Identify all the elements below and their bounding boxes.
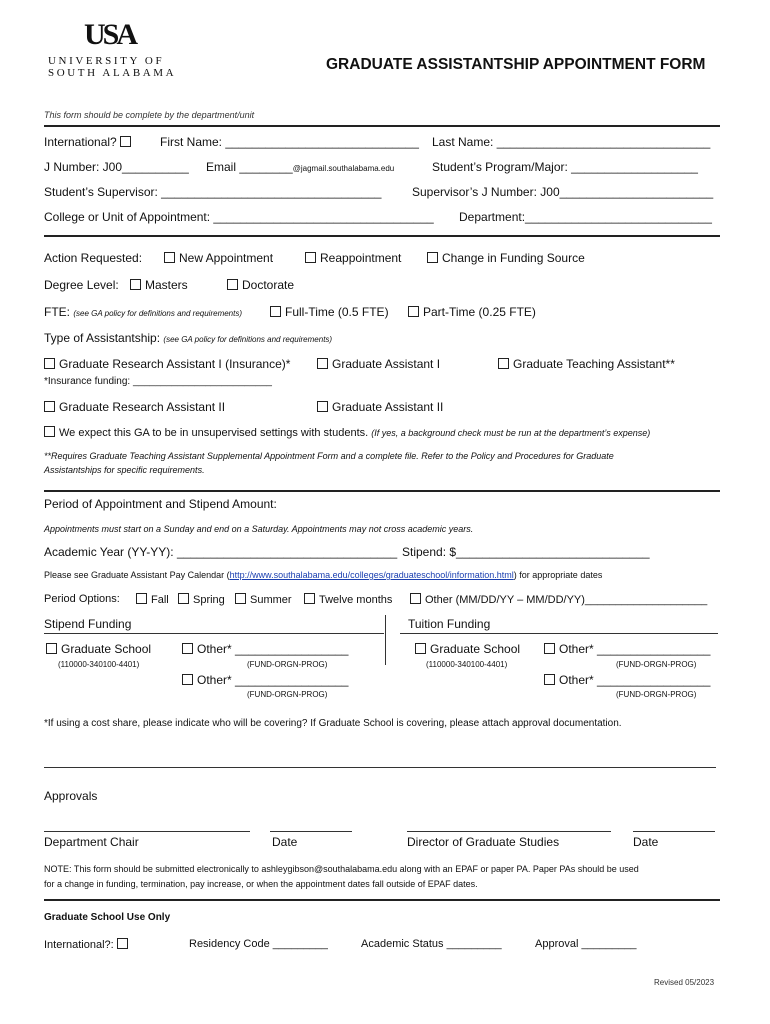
checkbox[interactable] bbox=[544, 643, 555, 654]
checkbox[interactable] bbox=[117, 938, 128, 949]
director-label: Director of Graduate Studies bbox=[407, 835, 560, 849]
checkbox[interactable] bbox=[164, 252, 175, 263]
checkbox[interactable] bbox=[270, 306, 281, 317]
stipend-other-field-1[interactable]: Other* _________________ bbox=[182, 642, 348, 656]
gs-use-heading: Graduate School Use Only bbox=[44, 912, 171, 923]
logo-line-1: UNIVERSITY OF bbox=[48, 55, 165, 67]
summer-option[interactable]: Summer bbox=[235, 593, 292, 606]
checkbox[interactable] bbox=[317, 358, 328, 369]
checkbox[interactable] bbox=[305, 252, 316, 263]
gta-note-2: Assistantships for specific requirements. bbox=[44, 465, 205, 475]
signature-line[interactable] bbox=[44, 831, 250, 832]
gta-option[interactable]: Graduate Teaching Assistant** bbox=[498, 357, 675, 371]
checkbox[interactable] bbox=[498, 358, 509, 369]
stipend-funding-heading: Stipend Funding bbox=[44, 617, 132, 631]
logo-mark: USA bbox=[84, 18, 136, 51]
supervisor-field[interactable]: Student’s Supervisor: _________________________________ bbox=[44, 185, 382, 199]
column-divider bbox=[385, 615, 386, 665]
department-chair-label: Department Chair bbox=[44, 835, 139, 849]
logo-line-2: SOUTH ALABAMA bbox=[48, 67, 177, 79]
tuition-other-field-2[interactable]: Other* _________________ bbox=[544, 673, 710, 687]
checkbox[interactable] bbox=[415, 643, 426, 654]
divider bbox=[44, 490, 720, 492]
new-appointment-option[interactable]: New Appointment bbox=[164, 251, 273, 265]
gra1-option[interactable]: Graduate Research Assistant I (Insurance)* bbox=[44, 357, 290, 371]
stipend-grad-code: (110000-340100-4401) bbox=[58, 660, 140, 669]
divider bbox=[44, 235, 720, 237]
checkbox[interactable] bbox=[130, 279, 141, 290]
unsupervised-option[interactable]: We expect this GA to be in unsupervised settings with students. (If yes, a background check must be run at the department’s expense) bbox=[44, 426, 650, 439]
revised-date: Revised 05/2023 bbox=[654, 978, 715, 987]
checkbox[interactable] bbox=[182, 643, 193, 654]
divider bbox=[44, 125, 720, 127]
divider bbox=[44, 899, 720, 901]
tuition-other-field-1[interactable]: Other* _________________ bbox=[544, 642, 710, 656]
checkbox[interactable] bbox=[304, 593, 315, 604]
checkbox[interactable] bbox=[136, 593, 147, 604]
stipend-other-field-2[interactable]: Other* _________________ bbox=[182, 673, 348, 687]
full-time-option[interactable]: Full-Time (0.5 FTE) bbox=[270, 305, 389, 319]
checkbox[interactable] bbox=[44, 401, 55, 412]
international-field[interactable]: International? bbox=[44, 135, 135, 149]
date-label: Date bbox=[633, 835, 659, 849]
email-domain: @jagmail.southalabama.edu bbox=[292, 164, 395, 173]
international-checkbox[interactable] bbox=[120, 136, 131, 147]
academic-year-field[interactable]: Academic Year (YY-YY): _________________________________ bbox=[44, 545, 398, 559]
checkbox[interactable] bbox=[44, 358, 55, 369]
checkbox[interactable] bbox=[227, 279, 238, 290]
date-label: Date bbox=[272, 835, 298, 849]
approvals-heading: Approvals bbox=[44, 789, 98, 803]
college-field[interactable]: College or Unit of Appointment: _________________________________ bbox=[44, 210, 434, 224]
checkbox[interactable] bbox=[427, 252, 438, 263]
first-name-field[interactable]: First Name: _____________________________ bbox=[160, 135, 419, 149]
gs-international-field[interactable]: International?: bbox=[44, 938, 132, 951]
pay-calendar-link[interactable]: http://www.southalabama.edu/colleges/graduateschool/information.html bbox=[229, 570, 514, 580]
tuition-grad-code: (110000-340100-4401) bbox=[426, 660, 508, 669]
ga1-option[interactable]: Graduate Assistant I bbox=[317, 357, 440, 371]
period-heading: Period of Appointment and Stipend Amount: bbox=[44, 497, 277, 511]
pay-calendar-note: Please see Graduate Assistant Pay Calendar (http://www.southalabama.edu/colleges/graduateschool/information.html) for appropriate dates bbox=[44, 570, 603, 580]
checkbox[interactable] bbox=[544, 674, 555, 685]
stipend-field[interactable]: Stipend: $_____________________________ bbox=[402, 545, 650, 559]
period-options-label: Period Options: bbox=[44, 593, 120, 605]
form-title: GRADUATE ASSISTANTSHIP APPOINTMENT FORM bbox=[326, 56, 706, 73]
spring-option[interactable]: Spring bbox=[178, 593, 225, 606]
doctorate-option[interactable]: Doctorate bbox=[227, 278, 294, 292]
masters-option[interactable]: Masters bbox=[130, 278, 188, 292]
checkbox[interactable] bbox=[408, 306, 419, 317]
submission-note-1: NOTE: This form should be submitted electronically to ashleygibson@southalabama.edu along with an EPAF or paper PA. Paper PAs should be used bbox=[44, 864, 639, 874]
program-field[interactable]: Student’s Program/Major: ___________________ bbox=[432, 160, 698, 174]
stipend-fop-1: (FUND-ORGN-PROG) bbox=[247, 660, 328, 669]
other-dates-option[interactable]: Other (MM/DD/YY – MM/DD/YY)____________________ bbox=[410, 593, 707, 606]
fall-option[interactable]: Fall bbox=[136, 593, 169, 606]
tuition-fop-2: (FUND-ORGN-PROG) bbox=[616, 690, 697, 699]
action-label: Action Requested: bbox=[44, 251, 143, 265]
residency-code-field[interactable]: Residency Code _________ bbox=[189, 938, 328, 950]
period-note: Appointments must start on a Sunday and end on a Saturday. Appointments may not cross academic years. bbox=[44, 524, 474, 534]
submission-note-2: for a change in funding, termination, pay increase, or when the appointment dates fall outside of EPAF dates. bbox=[44, 879, 478, 889]
type-label: Type of Assistantship: (see GA policy for definitions and requirements) bbox=[44, 331, 333, 345]
stipend-fop-2: (FUND-ORGN-PROG) bbox=[247, 690, 328, 699]
checkbox[interactable] bbox=[182, 674, 193, 685]
email-field[interactable]: Email ________@jagmail.southalabama.edu bbox=[206, 160, 395, 174]
signature-line[interactable] bbox=[633, 831, 715, 832]
checkbox[interactable] bbox=[410, 593, 421, 604]
cost-share-line[interactable] bbox=[44, 767, 716, 768]
reappointment-option[interactable]: Reappointment bbox=[305, 251, 401, 265]
checkbox[interactable] bbox=[235, 593, 246, 604]
approval-field[interactable]: Approval _________ bbox=[535, 938, 637, 950]
ga2-option[interactable]: Graduate Assistant II bbox=[317, 400, 443, 414]
part-time-option[interactable]: Part-Time (0.25 FTE) bbox=[408, 305, 536, 319]
tuition-fop-1: (FUND-ORGN-PROG) bbox=[616, 660, 697, 669]
tuition-funding-heading: Tuition Funding bbox=[408, 617, 491, 631]
insurance-funding-field[interactable]: *Insurance funding: _________________________ bbox=[44, 376, 272, 387]
fte-label: FTE: (see GA policy for definitions and requirements) bbox=[44, 305, 243, 319]
degree-label: Degree Level: bbox=[44, 278, 119, 292]
change-funding-option[interactable]: Change in Funding Source bbox=[427, 251, 585, 265]
department-field[interactable]: Department:____________________________ bbox=[459, 210, 712, 224]
cost-share-note: *If using a cost share, please indicate who will be covering? If Graduate School is covering, please attach approval documentation. bbox=[44, 718, 622, 729]
supervisor-j-field[interactable]: Supervisor’s J Number: J00_______________________ bbox=[412, 185, 714, 199]
divider bbox=[44, 633, 384, 634]
checkbox[interactable] bbox=[44, 426, 55, 437]
divider bbox=[400, 633, 718, 634]
j-number-field[interactable]: J Number: J00__________ bbox=[44, 160, 189, 174]
form-subtitle: This form should be complete by the department/unit bbox=[44, 110, 255, 120]
stipend-grad-school-option[interactable]: Graduate School bbox=[46, 642, 151, 656]
academic-status-field[interactable]: Academic Status _________ bbox=[361, 938, 502, 950]
gta-note-1: **Requires Graduate Teaching Assistant Supplemental Appointment Form and a complete file. Refer to the Policy and Procedures for Graduate bbox=[44, 451, 614, 461]
tuition-grad-school-option[interactable]: Graduate School bbox=[415, 642, 520, 656]
checkbox[interactable] bbox=[46, 643, 57, 654]
signature-line[interactable] bbox=[407, 831, 611, 832]
checkbox[interactable] bbox=[317, 401, 328, 412]
checkbox[interactable] bbox=[178, 593, 189, 604]
twelve-months-option[interactable]: Twelve months bbox=[304, 593, 392, 606]
gra2-option[interactable]: Graduate Research Assistant II bbox=[44, 400, 225, 414]
signature-line[interactable] bbox=[270, 831, 352, 832]
last-name-field[interactable]: Last Name: ________________________________ bbox=[432, 135, 711, 149]
